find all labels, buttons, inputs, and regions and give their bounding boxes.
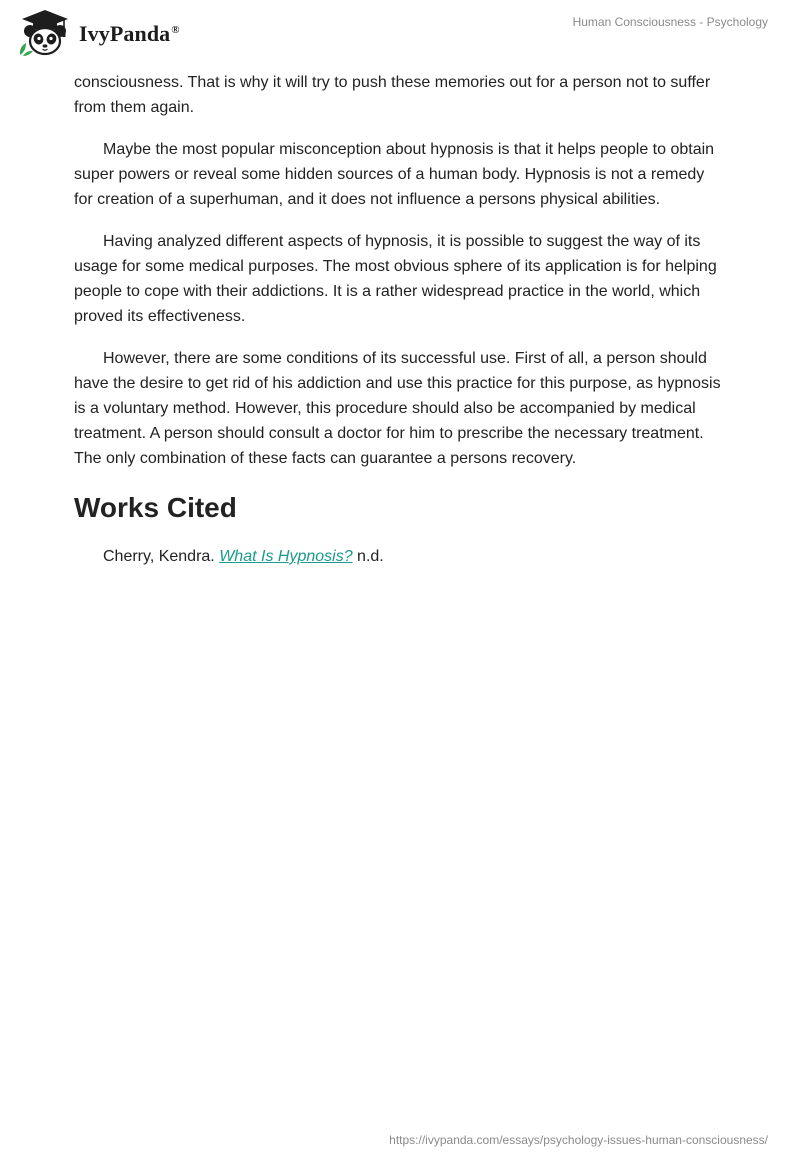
paragraph: Having analyzed different aspects of hypnosis, it is possible to suggest the way of its usage for some medical purposes. The most obvious sphere of its application is for helping people to cope with their addictions. It is a rather widespread practice in the world, which proved its effectiveness. (74, 233, 717, 325)
document-title: Human Consciousness - Psychology (572, 15, 768, 29)
footer-url[interactable]: https://ivypanda.com/essays/psychology-issues-human-consciousness/ (389, 1133, 768, 1147)
essay-content (74, 70, 726, 569)
paragraph: However, there are some conditions of its successful use. First of all, a person should have the desire to get rid of his addiction and use this practice for this purpose, as hypnosis is a voluntary method. However, this procedure should also be accompanied by medical treatment. A person should consult a doctor for him to prescribe the necessary treatment. The only combination of these facts can guarantee a persons recovery. (74, 350, 721, 467)
citation-title-link[interactable]: What Is Hypnosis? (219, 548, 353, 565)
citation-author: Cherry, Kendra. (103, 548, 215, 565)
paragraph: consciousness. That is why it will try to push these memories out for a person not to suffer from them again. (74, 74, 711, 116)
paragraph: Maybe the most popular misconception about hypnosis is that it helps people to obtain super powers or reveal some hidden sources of a human body. Hypnosis is not a remedy for creation of a superhuman, and it does not influence a persons physical abilities. (74, 141, 715, 208)
logo-wordmark (79, 21, 180, 47)
panda-graduation-cap-icon (16, 9, 74, 57)
citation-suffix: n.d. (357, 548, 384, 565)
page-header (0, 0, 800, 62)
ivypanda-logo[interactable] (16, 9, 180, 57)
works-cited-heading: Works Cited (74, 492, 237, 523)
citation-entry (74, 544, 726, 569)
logo-name: IvyPanda (79, 21, 171, 46)
registered-mark: ® (171, 23, 180, 36)
